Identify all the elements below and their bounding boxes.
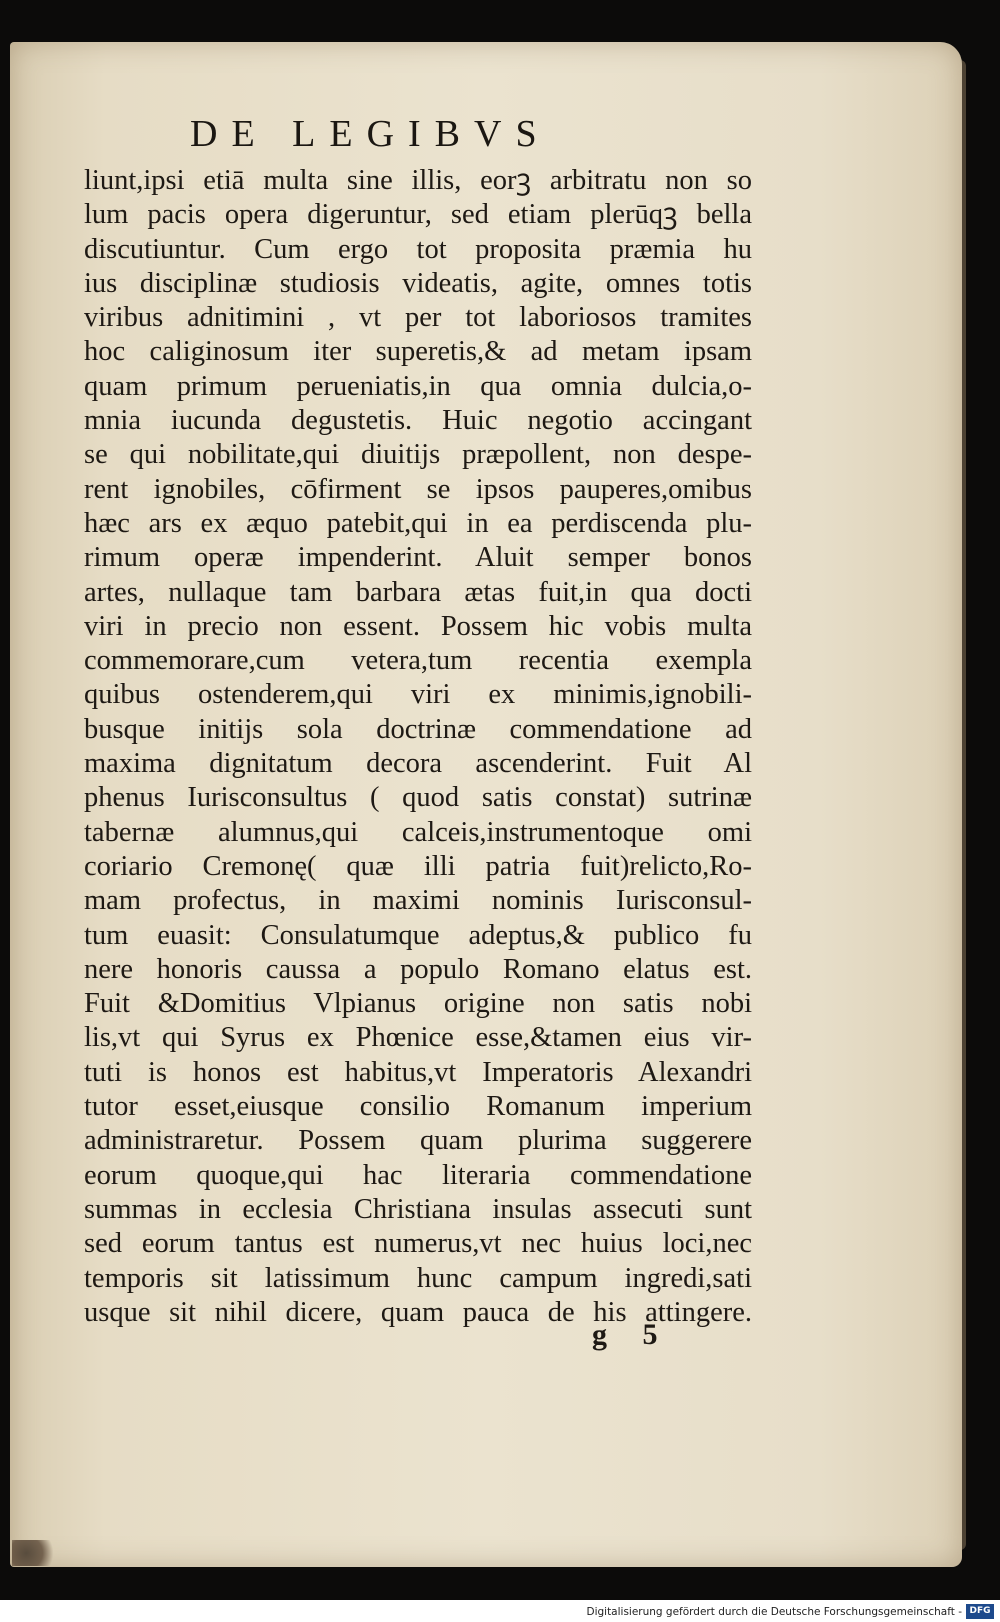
text-line: tuti is honos est habitus,vt Imperatoris Alexandri <box>84 1056 752 1088</box>
text-line: lis,vt qui Syrus ex Phœnice esse,&tamen eius vir- <box>84 1022 752 1054</box>
text-line: coriario Cremonę( quæ illi patria fuit)relicto,Ro- <box>84 850 752 882</box>
text-line: viribus adnitimini , vt per tot laboriosos tramites <box>84 302 752 334</box>
text-line: mam profectus, in maximi nominis Iurisconsul- <box>84 885 752 917</box>
text-line: se qui nobilitate,qui diuitijs præpollent, non despe- <box>84 439 752 471</box>
footer-credit-text: Digitalisierung gefördert durch die Deutsche Forschungsgemeinschaft - <box>586 1606 962 1618</box>
text-line: mnia iucunda degustetis. Huic negotio accingant <box>84 405 752 437</box>
text-line: tutor esset,eiusque consilio Romanum imperium <box>84 1091 752 1123</box>
text-line: quam primum perueniatis,in qua omnia dulcia,o- <box>84 370 752 402</box>
text-line: viri in precio non essent. Possem hic vobis multa <box>84 610 752 642</box>
text-line: tum euasit: Consulatumque adeptus,& publico fu <box>84 919 752 951</box>
text-line: usque sit nihil dicere, quam pauca de his attingere. <box>84 1296 752 1328</box>
footer-bar <box>0 1600 1000 1622</box>
text-line: discutiuntur. Cum ergo tot proposita præmia hu <box>84 233 752 265</box>
text-line: maxima dignitatum decora ascenderint. Fuit Al <box>84 748 752 780</box>
text-line: administraretur. Possem quam plurima suggerere <box>84 1125 752 1157</box>
text-line: eorum quoque,qui hac literaria commendatione <box>84 1159 752 1191</box>
text-line: lum pacis opera digeruntur, sed etiam plerūqꝫ bella <box>84 199 752 231</box>
dfg-logo: DFG <box>966 1604 994 1619</box>
text-line: quibus ostenderem,qui viri ex minimis,ignobili- <box>84 679 752 711</box>
text-line: sed eorum tantus est numerus,vt nec huius loci,nec <box>84 1228 752 1260</box>
text-line: liunt,ipsi etiā multa sine illis, eorꝫ arbitratu non so <box>84 165 752 196</box>
text-line: nere honoris caussa a populo Romano elatus est. <box>84 953 752 985</box>
text-line: busque initijs sola doctrinæ commendatione ad <box>84 713 752 745</box>
signature-mark: g 5 <box>592 1318 672 1351</box>
text-line: tabernæ alumnus,qui calceis,instrumentoque omi <box>84 816 752 848</box>
text-line: temporis sit latissimum hunc campum ingredi,sati <box>84 1262 752 1294</box>
text-line: hoc caliginosum iter superetis,& ad metam ipsam <box>84 336 752 368</box>
text-line: summas in ecclesia Christiana insulas assecuti sunt <box>84 1193 752 1225</box>
text-line: artes, nullaque tam barbara ætas fuit,in qua docti <box>84 576 752 608</box>
text-line: hæc ars ex æquo patebit,qui in ea perdiscenda plu- <box>84 507 752 539</box>
text-line: Fuit &Domitius Vlpianus origine non satis nobi <box>84 988 752 1020</box>
running-head: DE LEGIBVS <box>190 113 551 155</box>
text-line: rimum operæ impenderint. Aluit semper bonos <box>84 542 752 574</box>
text-line: phenus Iurisconsultus ( quod satis constat) sutrinæ <box>84 782 752 814</box>
text-line: ius disciplinæ studiosis videatis, agite, omnes totis <box>84 267 752 299</box>
text-line: commemorare,cum vetera,tum recentia exempla <box>84 645 752 677</box>
ink-blot-decoration <box>12 1540 60 1566</box>
text-line: rent ignobiles, cōfirment se ipsos pauperes,omibus <box>84 473 752 505</box>
main-text-block <box>84 164 752 1330</box>
